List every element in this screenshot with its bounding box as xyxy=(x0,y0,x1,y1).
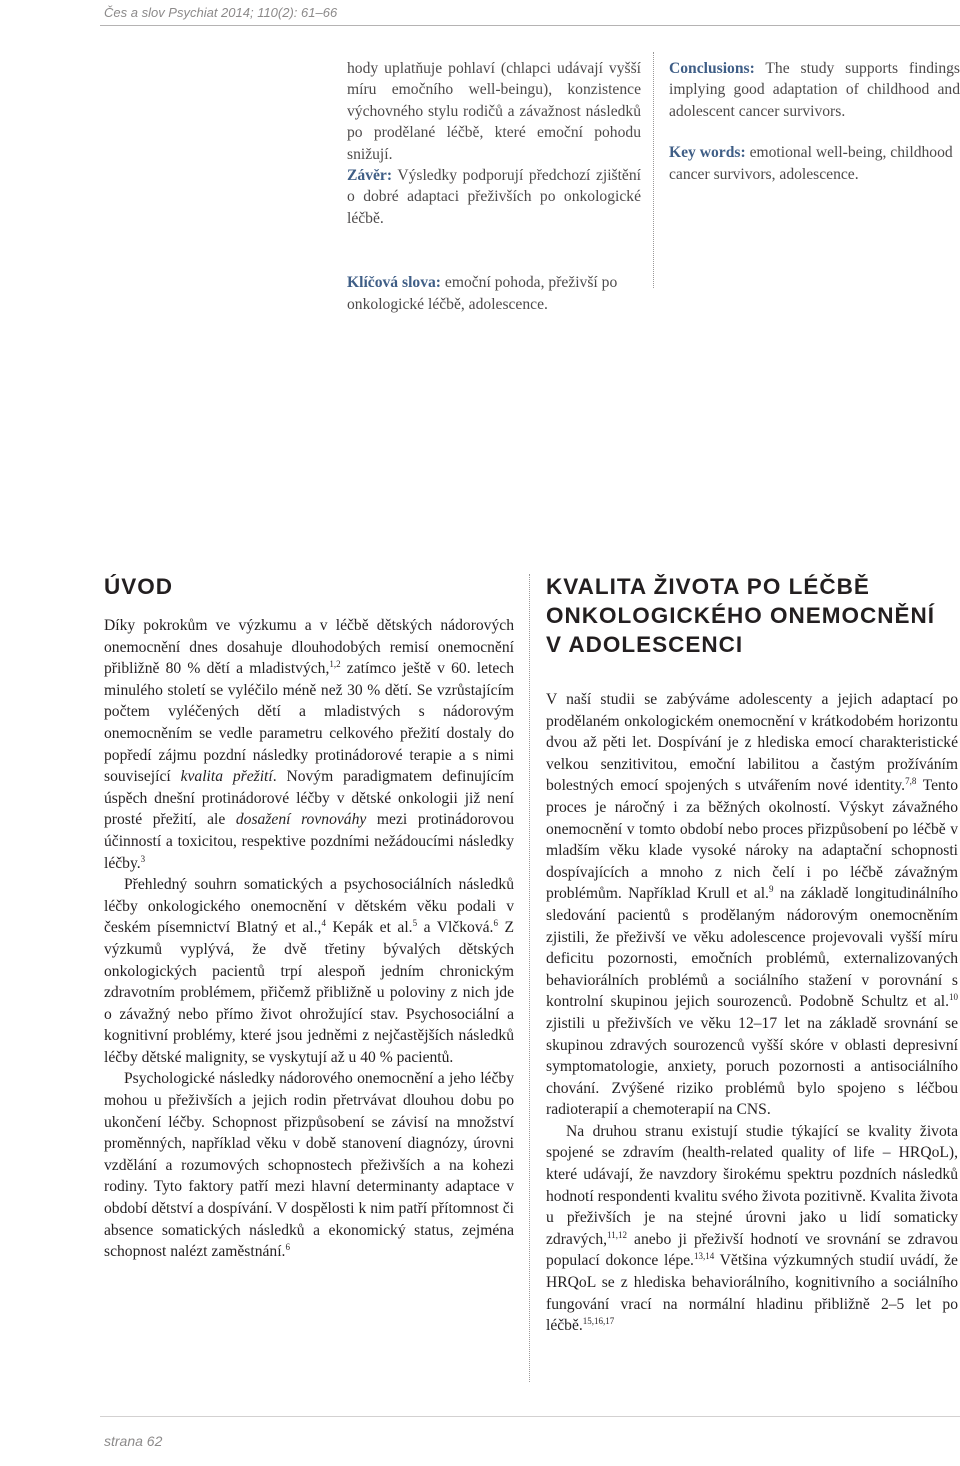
text: Díky pokrokům ve výzkumu a v léčbě dětských nádorových onemocnění dnes dosahuje dlouhodobých remisí onemocnění přibližně 80 % dětí a mladistvých, xyxy=(104,617,514,678)
text: mezi protinádorovou účinností a toxicitou, respektive pozdními nežádoucími následky léčby. xyxy=(104,811,514,872)
text: Tento proces je náročný i za běžných okolností. Výskyt závažného onemocnění v tomto období nebo proces přizpůsobení po léčbě v mladším věku klade vysoké nároky na adaptační schopnosti dospívajících a mnoho z nich čelí i po léčbě závažným problémům. Například Krull et al. xyxy=(546,777,958,903)
emphasis: kvalita přežití xyxy=(180,768,273,786)
text: Kepák et al. xyxy=(325,919,413,937)
text: Psychologické následky nádorového onemocnění a jeho léčby mohou u přeživších a jejich rodin přetrvávat dlouhou dobu po ukončení léčby. Schopnost přizpůsobení se závisí na množství proměnných, například věku v době stanovení diagnózy, úrovni vzdělání a rozumových schopnostech přeživších a na kohezi rodiny. Tyto faktory patří mezi hlavní determinanty adaptace v období dětství a dospívání. V dospělosti k nim patří přítomnost či absence somatických následků a ekonomický status, zejména schopnost nalézt zaměstnání. xyxy=(104,1070,514,1261)
text: Z výzkumů vyplývá, že dvě třetiny bývalých dětských onkologických pacientů trpí alespoň jedním chronickým zdravotním problémem, přičemž přibližně u poloviny z nich jde o závažný nebo přímo život ohrožující stav. Psychosociální a kognitivní problémy, které jsou jedněmi z nejčastějších následků léčby dětské malignity, se vyskytují až u 40 % pacientů. xyxy=(104,919,514,1066)
citation: 10 xyxy=(949,992,958,1003)
citation: 1,2 xyxy=(329,659,341,669)
text: Přehledný souhrn somatických a psychosociálních následků léčby onkologického onemocnění v dětském věku podali v českém písemnictví Blatný et al., xyxy=(104,876,514,937)
text: Většina výzkumných studií uvádí, že HRQoL se z hlediska behaviorálního, kognitivního a sociálního fungování vrací na normální hladinu přibližně 2–5 let po léčbě. xyxy=(546,1252,958,1335)
citation: 11,12 xyxy=(607,1229,627,1240)
text: na základě longitudinálního sledování pacientů s prodělaným nádorovým onemocněním zjistili, že přeživší ve věku adolescence projevovali vyšší míru deficitu pozornosti, emočních problémů, externalizovaných behaviorálních problémů a sociálního stažení v porovnání s kontrolní skupinou jejich sourozenců. Podobně Schultz et al. xyxy=(546,885,958,1011)
column-divider xyxy=(529,574,530,1382)
text: zjistili u přeživších ve věku 12–17 let na základě srovnání se skupinou zdravých sourozenců vyšší skóre v oblasti depresivní symptomatologie, anxiety, poruch pozornosti a antisociálního chování. Zvýšené riziko problémů bylo spojeno s léčbou radioterapií a chemoterapií na CNS. xyxy=(546,1014,958,1119)
text: . Novým paradigmatem definujícím úspěch dnešní protinádorové léčby v dětské onkologii již není prosté přežití, ale xyxy=(104,768,515,829)
intro-paragraph-2 xyxy=(104,874,514,1068)
abstract-en xyxy=(669,58,960,185)
journal-header: Čes a slov Psychiat 2014; 110(2): 61–66 xyxy=(104,5,338,20)
key-words-label: Key words: xyxy=(669,144,746,162)
citation: 15,16,17 xyxy=(582,1316,615,1327)
header-rule xyxy=(100,25,960,26)
text: Na druhou stranu existují studie týkající se kvality života spojené se zdravím (health-related quality of life – HRQoL), které udávají, že navzdory širokému spektru pozdních následků hodnotí respondenti kvalitu svého života pozitivně. Kvalita života u přeživších je na stejné úrovni jako u lidí somaticky zdravých, xyxy=(546,1122,958,1248)
abstract-cz-keywords xyxy=(347,272,641,315)
emphasis: dosažení rovnováhy xyxy=(235,811,367,829)
abstract-en-conclusion xyxy=(669,58,960,122)
conclusion-text: Výsledky podporují předchozí zjištění o dobré adaptaci přeživších po onkologické léčbě. xyxy=(347,167,641,227)
intro-column xyxy=(104,572,514,1263)
conclusions-label: Conclusions: xyxy=(669,60,755,77)
abstract-en-keywords xyxy=(669,142,960,185)
footer-rule xyxy=(100,1416,960,1417)
quality-heading: KVALITA ŽIVOTA PO LÉČBĚ ONKOLOGICKÉHO ONEMOCNĚNÍ V ADOLESCENCI xyxy=(546,574,936,657)
citation: 6 xyxy=(493,918,498,929)
quality-column xyxy=(546,572,958,1337)
abstract-cz-text: hody uplatňuje pohlaví (chlapci udávají vyšší míru emočního well-beingu), konzistence výchovného stylu rodičů a závažnost následků po prodělané léčbě, které emoční pohodu snižují. xyxy=(347,60,641,163)
citation: 13,14 xyxy=(693,1251,715,1262)
citation: 5 xyxy=(412,918,418,929)
citation: 3 xyxy=(140,853,146,864)
abstract-cz xyxy=(347,58,641,315)
citation: 9 xyxy=(768,884,774,895)
keywords-text: emoční pohoda, přeživší po onkologické léčbě, adolescence. xyxy=(347,274,618,313)
page-number: strana 62 xyxy=(104,1433,163,1449)
intro-paragraph-1 xyxy=(104,615,514,874)
citation: 6 xyxy=(285,1242,290,1253)
quality-paragraph-2 xyxy=(546,1121,958,1337)
conclusions-text: The study supports findings implying good adaptation of childhood and adolescent cancer survivors. xyxy=(669,60,960,120)
conclusion-label: Závěr: xyxy=(347,167,393,185)
intro-heading: ÚVOD xyxy=(104,574,174,599)
keywords-label: Klíčová slova: xyxy=(347,274,441,292)
text: a Vlčková. xyxy=(417,919,494,937)
intro-paragraph-3 xyxy=(104,1068,514,1262)
abstract-divider xyxy=(653,52,654,288)
text: anebo ji přeživší hodnotí ve srovnání se zdravou populací dokonce lépe. xyxy=(546,1230,958,1270)
key-words-text: emotional well-being, childhood cancer survivors, adolescence. xyxy=(669,144,953,183)
abstract-cz-conclusion xyxy=(347,165,641,229)
citation: 4 xyxy=(321,918,326,929)
citation: 7,8 xyxy=(905,776,917,787)
quality-paragraph-1 xyxy=(546,689,958,1121)
text: V naší studii se zabýváme adolescenty a jejich adaptací po prodělaném onkologickém onemocnění v krátkodobém horizontu dvou až pěti let. Dospívání je z hlediska emocí charakteristické velkou senzitivitou, emoční labilitou a častým prožíváním bolestných emocí spojených s utvářením nové identity. xyxy=(546,691,958,795)
text: zatímco ještě v 60. letech minulého století se vyléčilo méně než 30 % dětí. Se vzrůstajícím počtem vyléčených dětí a mladistvých s nádorovým onemocněním se vedle parametru celkového přežití dostaly do popředí zájmu pozdní následky protinádorové terapie a s nimi související xyxy=(104,660,514,786)
